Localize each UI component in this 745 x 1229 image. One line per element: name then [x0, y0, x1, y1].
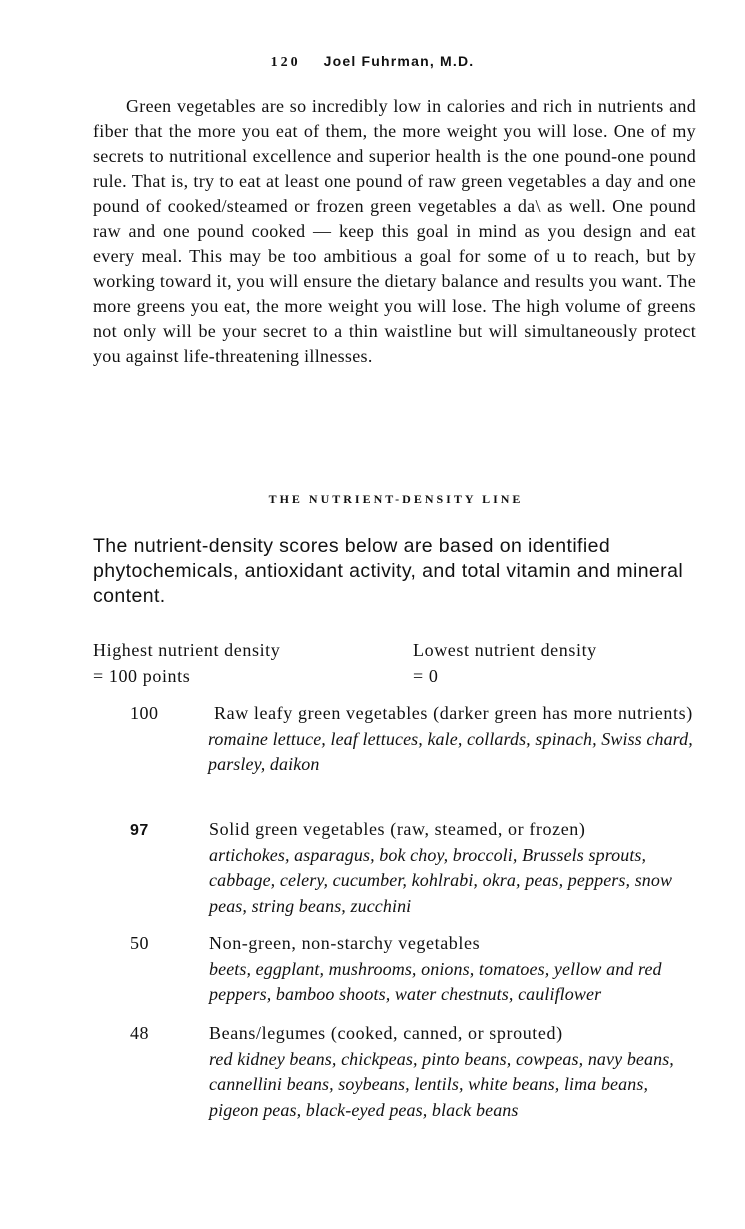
entry-score: 50 — [130, 933, 149, 953]
lead-paragraph: The nutrient-density scores below are based on identified phytochemicals, antioxidant activity, and total vitamin and mineral content. — [93, 535, 684, 607]
entry-score: 48 — [130, 1023, 149, 1043]
running-header-author: Joel Fuhrman, M.D. — [323, 53, 475, 69]
scale-highest-value: = 100 points — [93, 666, 191, 686]
running-header — [0, 53, 745, 71]
scale-highest-label: Highest nutrient density — [93, 640, 281, 660]
entry-examples: beets, eggplant, mushrooms, onions, tomatoes, yellow and red peppers, bamboo shoots, water chestnuts, cauliflower — [209, 958, 662, 1004]
entry-category: Beans/legumes (cooked, canned, or sprouted) — [209, 1023, 563, 1043]
entry-examples: red kidney beans, chickpeas, pinto beans, cowpeas, navy beans, cannellini beans, soybeans, lentils, white beans, lima beans, pigeon peas, black-eyed peas, black beans — [209, 1048, 674, 1120]
entry-body — [209, 1021, 699, 1123]
scale-highest — [93, 637, 280, 689]
entry-score: 97 — [130, 822, 149, 839]
entry-body — [209, 931, 699, 1008]
intro-paragraph: Green vegetables are so incredibly low in calories and rich in nutrients and fiber that the more you eat of them, the more weight you will lose. One of my secrets to nutritional excellence and superior health is the one pound-one pound rule. That is, try to eat at least one pound of raw green vegetables a day and one pound of cooked/steamed or frozen green vegetables a da\ as well. One pound raw and one pound cooked — keep this goal in mind as you design and eat every meal. This may be too ambitious a goal for some of u to reach, but by working toward it, you will ensure the dietary balance and results you want. The more greens you eat, the more weight you will lose. The high volume of greens not only will be your secret to a thin waistline but will simultaneously protect you against life-threatening illnesses. — [93, 96, 697, 366]
entry-body — [209, 817, 699, 919]
scale-lowest-value: = 0 — [413, 666, 439, 686]
entry-category: Solid green vegetables (raw, steamed, or frozen) — [209, 819, 586, 839]
entry-examples: romaine lettuce, leaf lettuces, kale, collards, spinach, Swiss chard, parsley, daikon — [208, 728, 693, 774]
entry-examples: artichokes, asparagus, bok choy, broccoli, Brussels sprouts, cabbage, celery, cucumber, kohlrabi, okra, peas, peppers, snow peas, string beans, zucchini — [209, 844, 673, 916]
entry-category: Raw leafy green vegetables (darker green has more nutrients) — [214, 703, 693, 723]
scale-lowest — [413, 637, 597, 689]
page-number: 120 — [270, 55, 301, 70]
entry-category: Non-green, non-starchy vegetables — [209, 933, 481, 953]
section-title: THE NUTRIENT-DENSITY LINE — [268, 492, 524, 506]
scale-lowest-label: Lowest nutrient density — [413, 640, 597, 660]
entry-body — [208, 701, 698, 778]
entry-score: 100 — [130, 703, 159, 723]
